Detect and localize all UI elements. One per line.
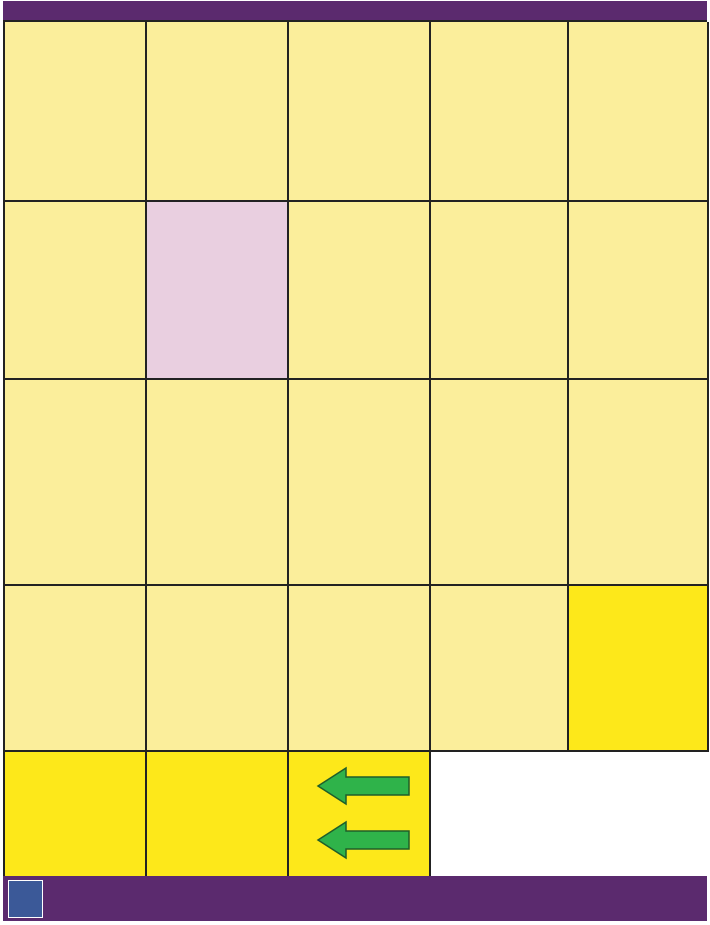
closed-notice [153,205,284,235]
fitness-registration [147,752,289,878]
footer-bar [3,876,707,921]
day-cell [289,202,431,380]
day-cell [5,202,147,380]
event-registration [5,752,147,878]
left-arrow-icon [316,820,412,860]
day-cell [5,380,147,586]
calendar-title [3,1,707,20]
empty-cell [431,586,569,752]
left-arrow-icon [316,766,412,806]
day-cell [431,22,569,202]
day-cell [147,586,289,752]
day-cell [289,380,431,586]
day-cell [569,22,709,202]
event-colors-legend [569,586,709,752]
spacer [11,758,142,775]
day-cell [569,380,709,586]
day-cell [5,586,147,752]
day-cell [431,380,569,586]
day-cell [5,22,147,202]
day-cell [289,22,431,202]
day-cell [147,202,289,380]
calendar-grid [3,20,707,876]
day-cell [569,202,709,380]
day-cell [289,586,431,752]
facebook-icon[interactable] [8,880,43,918]
spacer [153,758,284,774]
day-cell [431,202,569,380]
arrows-cell [289,752,431,878]
day-cell [147,380,289,586]
day-cell [147,22,289,202]
